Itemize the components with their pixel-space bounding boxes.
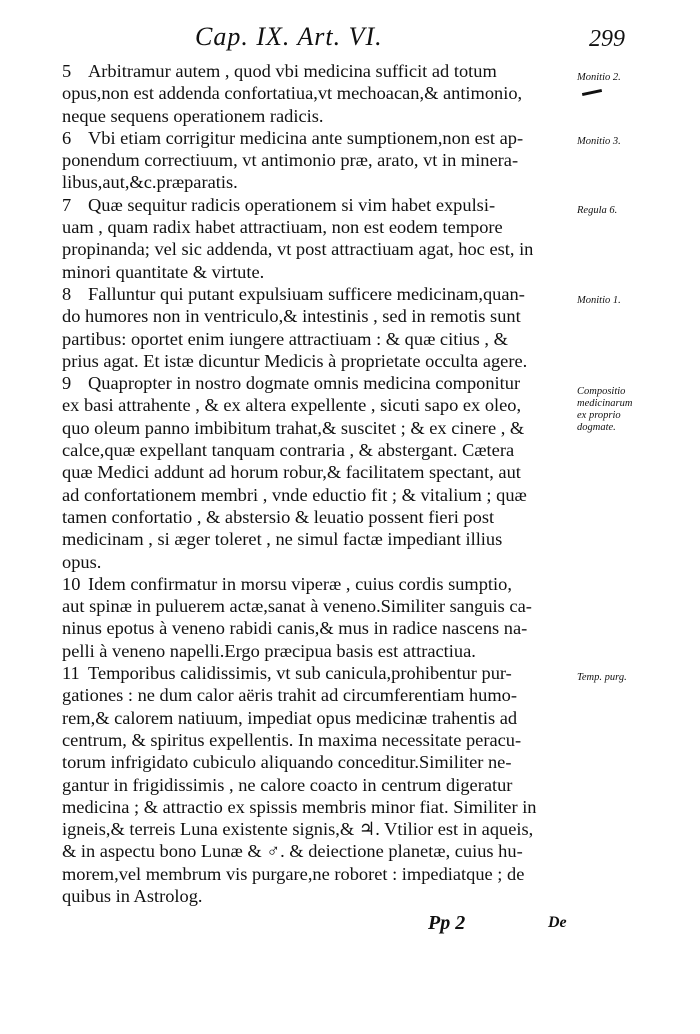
- line-text: Quæ sequitur radicis operationem si vim habet expulsi-: [88, 194, 496, 215]
- text-line: [62, 573, 577, 595]
- text-line: [62, 417, 577, 439]
- marginal-note-line: medicinarum: [577, 398, 633, 409]
- line-text: Arbitramur autem , quod vbi medicina sufficit ad totum: [88, 61, 497, 81]
- line-text: libus,aut,&c.præparatis.: [62, 172, 238, 193]
- text-line: [62, 751, 577, 773]
- line-text: neque sequens operationem radicis.: [62, 105, 324, 126]
- paragraph-number: 11: [62, 663, 80, 684]
- marginal-note-line: Monitio 1.: [577, 295, 621, 306]
- text-line: [62, 617, 577, 639]
- line-text: aut spinæ in puluerem actæ,sanat à veneno.Similiter sanguis ca-: [62, 596, 532, 617]
- text-line: [62, 60, 577, 82]
- text-line: [62, 551, 577, 573]
- text-line: [62, 261, 577, 283]
- line-text: tamen confortatio , & abstersio & leuatio possent fieri post: [62, 506, 495, 527]
- text-line: [62, 885, 577, 907]
- text-line: [62, 439, 577, 461]
- line-text: medicina ; & attractio ex spissis membris minor fiat. Similiter in: [62, 796, 537, 817]
- line-text: Vbi etiam corrigitur medicina ante sumptionem,non est ap-: [88, 127, 524, 148]
- line-text: propinanda; vel sic addenda, vt post attractiuam agat, hoc est, in: [62, 239, 534, 260]
- marginal-note-monitio2: [577, 72, 695, 84]
- text-line: [62, 171, 577, 193]
- text-line: [62, 528, 577, 550]
- line-text: torum infrigidato cubiculo aliquando conceditur.Similiter ne-: [62, 752, 512, 773]
- line-text: minori quantitate & virtute.: [62, 261, 265, 282]
- marginal-note-regula6: [577, 205, 695, 217]
- line-text: ad confortationem membri , vnde eductio fit ; & vitalium ; quæ: [62, 484, 527, 505]
- text-line: [62, 328, 577, 350]
- text-line: [62, 796, 577, 818]
- marginal-note-line: Compositio: [577, 386, 626, 397]
- line-text: calce,quæ expellant tanquam contraria , & abstergant. Cætera: [62, 440, 515, 461]
- paragraph-number: 5: [62, 61, 72, 81]
- text-line: [62, 595, 577, 617]
- paragraph: [62, 573, 577, 662]
- text-line: [62, 105, 577, 127]
- line-text: gantur in frigidissimis , ne calore coacto in centrum digeratur: [62, 774, 513, 795]
- line-text: Idem confirmatur in morsu viperæ , cuius cordis sumptio,: [88, 573, 512, 594]
- line-text: partibus: oportet enim iungere attractiuam : & quæ citius , &: [62, 328, 508, 349]
- line-text: ninus epotus à veneno rabidi canis,& mus in radice nascens na-: [62, 618, 528, 639]
- line-text: opus.: [62, 551, 102, 572]
- marginal-note-line: dogmate.: [577, 422, 616, 433]
- marginal-note-monitio1: [577, 295, 695, 307]
- marginal-note-line: Monitio 2.: [577, 72, 621, 83]
- paragraph: [62, 127, 577, 194]
- marginal-note-line: Monitio 3.: [577, 136, 621, 147]
- line-text: Quapropter in nostro dogmate omnis medicina componitur: [88, 373, 521, 394]
- text-line: [62, 707, 577, 729]
- line-text: morem,vel membrum vis purgare,ne roboret : impediatque ; de: [62, 863, 525, 884]
- line-text: & in aspectu bono Lunæ & ♂. & deiectione planetæ, cuius hu-: [62, 841, 523, 862]
- line-text: prius agat. Et istæ dicuntur Medicis à proprietate occulta agere.: [62, 350, 528, 371]
- marginal-note-line: ex proprio: [577, 410, 621, 421]
- catchword: De: [548, 914, 567, 931]
- running-header: [195, 22, 625, 56]
- text-line: [62, 283, 577, 305]
- text-line: [62, 394, 577, 416]
- text-line: [62, 216, 577, 238]
- text-line: [62, 372, 577, 394]
- text-line: [62, 662, 577, 684]
- signature-mark: Pp 2: [428, 912, 466, 934]
- line-text: rem,& calorem natiuum, impediat opus medicinæ trahentis ad: [62, 707, 518, 728]
- line-text: opus,non est addenda confortatiua,vt mechoacan,& antimonio,: [62, 83, 523, 104]
- page-footer: [0, 912, 700, 942]
- paragraph-number: 7: [62, 194, 72, 215]
- line-text: medicinam , si æger toleret , ne simul factæ impediant illius: [62, 529, 503, 550]
- page-number: 299: [589, 26, 625, 52]
- paragraph-number: 10: [62, 573, 81, 594]
- line-text: ponendum correctiuum, vt antimonio præ, arato, vt in minera-: [62, 150, 519, 171]
- text-line: [62, 305, 577, 327]
- text-line: [62, 82, 577, 104]
- line-text: ex basi attrahente , & ex altera expellente , sicuti sapo ex oleo,: [62, 395, 522, 416]
- text-line: [62, 840, 577, 862]
- paragraph: [62, 194, 577, 283]
- text-line: [62, 640, 577, 662]
- text-line: [62, 149, 577, 171]
- text-line: [62, 818, 577, 840]
- line-text: Temporibus calidissimis, vt sub canicula,prohibentur pur-: [88, 663, 512, 684]
- text-line: [62, 684, 577, 706]
- line-text: Falluntur qui putant expulsiuam sufficere medicinam,quan-: [88, 283, 525, 304]
- paragraph-number: 9: [62, 373, 72, 394]
- text-line: [62, 729, 577, 751]
- marginal-note-compositio: [577, 386, 695, 434]
- paragraph-number: 8: [62, 283, 72, 304]
- text-line: [62, 484, 577, 506]
- text-line: [62, 774, 577, 796]
- text-line: [62, 863, 577, 885]
- main-text: [62, 60, 577, 907]
- marginal-note-line: Temp. purg.: [577, 672, 627, 683]
- running-title: Cap. IX. Art. VI.: [195, 22, 383, 51]
- line-text: igneis,& terreis Luna existente signis,& ♃. Vtilior est in aqueis,: [62, 819, 534, 840]
- line-text: centrum, & spiritus expellentis. In maxima necessitate peracu-: [62, 729, 522, 750]
- text-line: [62, 127, 577, 149]
- paragraph: [62, 283, 577, 372]
- line-text: quibus in Astrolog.: [62, 885, 203, 906]
- line-text: quo oleum panno imbibitum trahat,& suscitet ; & ex cinere , &: [62, 417, 525, 438]
- line-text: uam , quam radix habet attractiuam, non est eodem tempore: [62, 217, 503, 238]
- text-line: [62, 461, 577, 483]
- text-line: [62, 506, 577, 528]
- text-line: [62, 238, 577, 260]
- line-text: pelli à veneno napelli.Ergo præcipua basis est attractiua.: [62, 640, 476, 661]
- line-text: gationes : ne dum calor aëris trahit ad circumferentiam humo-: [62, 685, 517, 706]
- paragraph: [62, 662, 577, 907]
- line-text: quæ Medici addunt ad horum robur,& facilitatem spectant, aut: [62, 462, 521, 483]
- paragraph: [62, 60, 577, 127]
- marginal-dash-mark: [582, 89, 602, 96]
- paragraph: [62, 372, 577, 573]
- text-line: [62, 350, 577, 372]
- paragraph-number: 6: [62, 127, 72, 148]
- line-text: do humores non in ventriculo,& intestinis , sed in remotis sunt: [62, 306, 521, 327]
- marginal-note-monitio3: [577, 136, 695, 148]
- text-line: [62, 194, 577, 216]
- marginal-note-line: Regula 6.: [577, 205, 618, 216]
- marginal-note-temp: [577, 672, 695, 684]
